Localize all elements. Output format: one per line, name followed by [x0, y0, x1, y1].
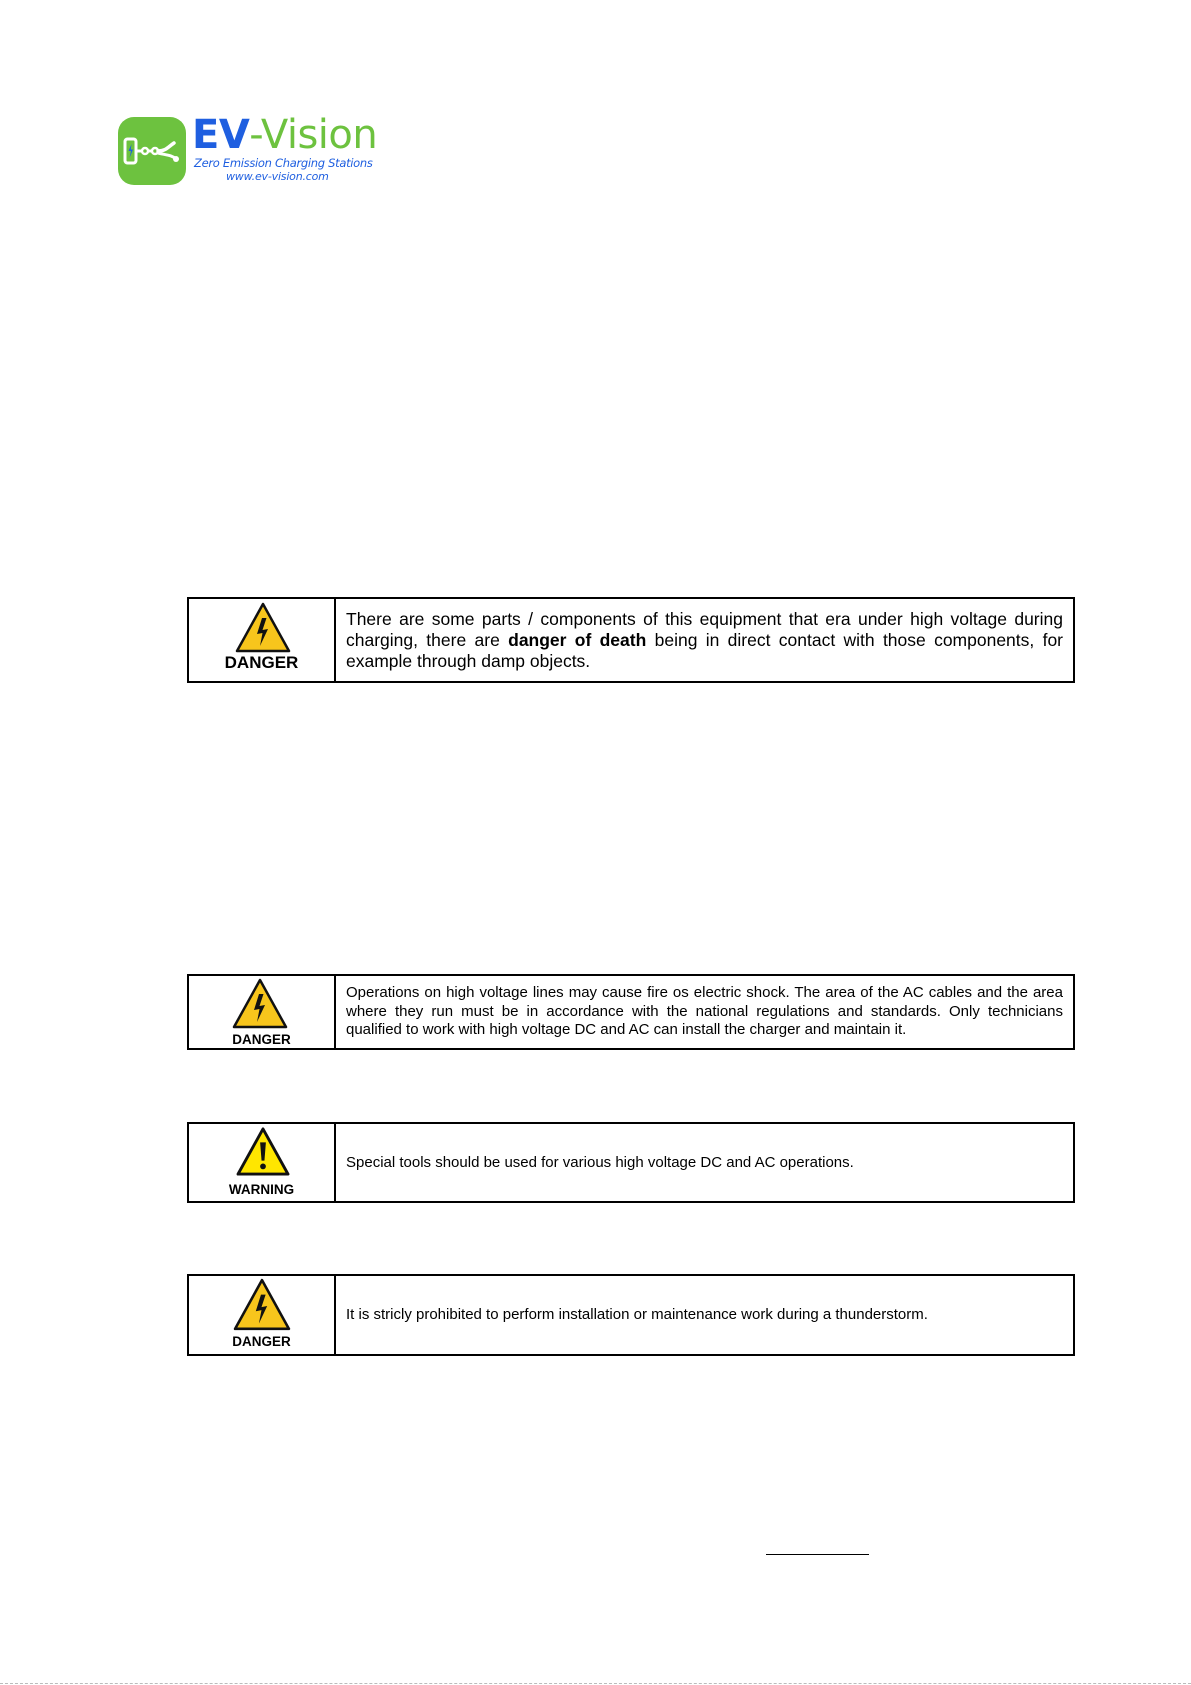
- danger-sign: [189, 599, 336, 681]
- high-voltage-icon: [235, 602, 291, 654]
- page-edge-divider: [0, 1683, 1191, 1684]
- danger-sign: [189, 1276, 336, 1354]
- notice-text-body: It is stricly prohibited to perform installation or maintenance work during a thunderstorm.: [346, 1306, 928, 1323]
- logo-tagline: Zero Emission Charging Stations: [194, 156, 373, 170]
- sign-label: DANGER: [232, 1032, 291, 1047]
- logo-title: [192, 111, 377, 159]
- high-voltage-icon: [233, 1278, 291, 1332]
- notice-text: [336, 976, 1073, 1048]
- exclamation-warning-icon: [236, 1127, 290, 1177]
- notice-text: [336, 599, 1073, 681]
- warning-notice-special-tools: [187, 1122, 1075, 1203]
- notice-text-body: Special tools should be used for various high voltage DC and AC operations.: [346, 1153, 854, 1171]
- sign-label: DANGER: [224, 653, 299, 672]
- notice-text-emphasis: danger of death: [508, 629, 647, 650]
- sign-label: WARNING: [228, 1182, 295, 1197]
- high-voltage-icon: [231, 978, 289, 1030]
- notice-text: [336, 1276, 1073, 1354]
- company-logo: [118, 112, 378, 189]
- ev-plug-logo-icon: [118, 117, 186, 185]
- danger-notice-high-voltage-lines: [187, 974, 1075, 1050]
- notice-text-body: Operations on high voltage lines may cause fire os electric shock. The area of the AC cables and the area where they run must be in accordance with the national regulations and standards. Only technicians qualified to work with high voltage DC and AC can install the charger and maintain it.: [346, 984, 1063, 1039]
- logo-url: www.ev-vision.com: [226, 170, 329, 183]
- danger-sign: [189, 976, 336, 1048]
- danger-notice-thunderstorm: [187, 1274, 1075, 1356]
- footnote-separator: [766, 1554, 869, 1555]
- danger-notice-high-voltage-components: [187, 597, 1075, 683]
- logo-title-rest: -Vision: [249, 112, 378, 158]
- notice-text-part: There are some parts / components of this equipment that era under high voltage during charging, there are: [346, 608, 1063, 650]
- logo-title-ev: EV: [192, 112, 250, 158]
- sign-label: DANGER: [232, 1334, 291, 1349]
- notice-text-part: being in direct contact with those components, for example through damp objects.: [346, 629, 1064, 671]
- notice-text: [336, 1124, 1073, 1201]
- warning-sign: [189, 1124, 336, 1201]
